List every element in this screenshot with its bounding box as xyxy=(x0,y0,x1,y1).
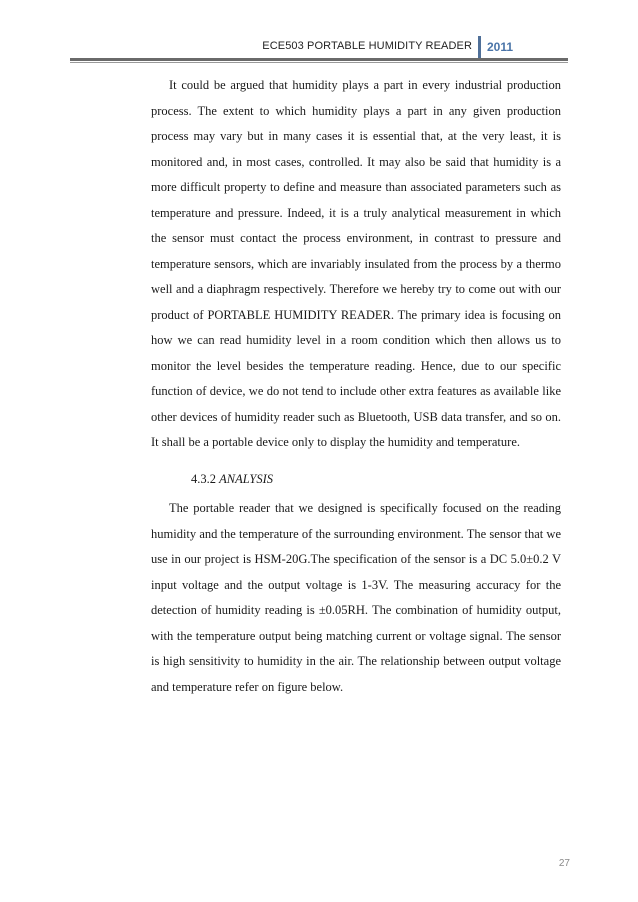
header-rule xyxy=(70,58,568,61)
section-number: 4.3.2 xyxy=(191,472,216,486)
header-rule-thin xyxy=(70,62,568,63)
page-header xyxy=(0,36,638,64)
paragraph-intro: It could be argued that humidity plays a part in every industrial production process. The extent to which humidity plays a part in any given production process may vary but in many cases it is essential that, at the very least, it is monitored and, in most cases, controlled. It may also be said that humidity is a more difficult property to define and measure than associated parameters such as temperature and pressure. Indeed, it is a truly analytical measurement in which the sensor must contact the process environment, in contrast to pressure and temperature sensors, which are invariably insulated from the process by a thermo well and a diaphragm respectively. Therefore we hereby try to come out with our product of PORTABLE HUMIDITY READER. The primary idea is focusing on how we can read humidity level in a room condition which then allows us to monitor the level besides the temperature reading. Hence, due to our specific function of device, we do not tend to include other extra features as available like other devices of humidity reader such as Bluetooth, USB data transfer, and so on. It shall be a portable device only to display the humidity and temperature. xyxy=(151,78,561,449)
paragraph-analysis: The portable reader that we designed is specifically focused on the reading humidity and the temperature of the surrounding environment. The sensor that we use in our project is HSM-20G.The specification of the sensor is a DC 5.0±0.2 V input voltage and the output voltage is 1-3V. The measuring accuracy for the detection of humidity reading is ±0.05RH. The combination of humidity output, with the temperature output being matching current or voltage signal. The sensor is high sensitivity to humidity in the air. The relationship between output voltage and temperature refer on figure below. xyxy=(151,501,561,694)
header-title: ECE503 PORTABLE HUMIDITY READER xyxy=(262,40,472,52)
section-title: ANALYSIS xyxy=(219,472,274,486)
body-section-intro xyxy=(151,73,561,456)
body-section-analysis xyxy=(151,496,561,700)
page-number: 27 xyxy=(558,858,570,869)
header-year: 2011 xyxy=(487,40,514,54)
section-heading xyxy=(191,472,273,487)
header-separator xyxy=(478,36,481,58)
